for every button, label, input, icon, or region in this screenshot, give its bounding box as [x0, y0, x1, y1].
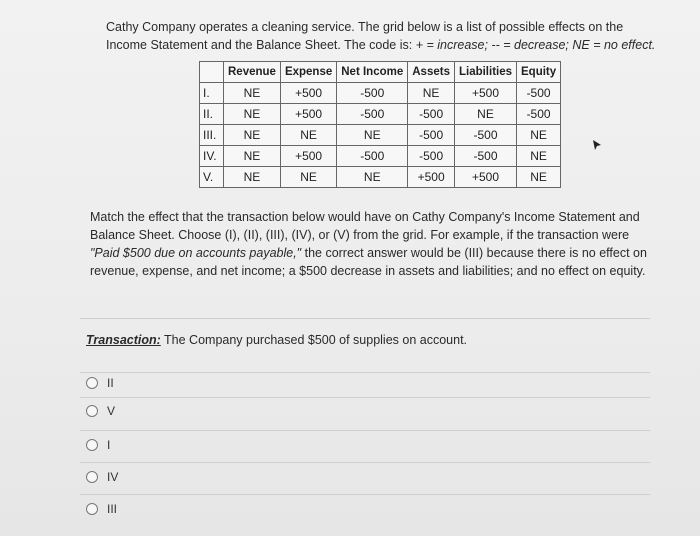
option-label: V [107, 404, 116, 418]
option-label: I [107, 438, 111, 452]
grid-cell: NE [337, 167, 408, 188]
radio-button[interactable] [86, 377, 98, 389]
grid-row-label: III. [200, 125, 224, 146]
grid-cell: NE [224, 167, 281, 188]
radio-button[interactable] [86, 439, 98, 451]
answer-option[interactable] [86, 438, 110, 452]
effects-grid [199, 61, 561, 188]
grid-row-label: IV. [200, 146, 224, 167]
radio-button[interactable] [86, 471, 98, 483]
grid-cell: -500 [337, 146, 408, 167]
grid-cell: NE [408, 83, 455, 104]
grid-cell: +500 [454, 167, 516, 188]
option-label: IV [107, 470, 119, 484]
grid-cell: NE [224, 146, 281, 167]
grid-cell: +500 [280, 83, 336, 104]
grid-row [200, 125, 561, 146]
transaction [86, 333, 467, 347]
intro-line2: Income Statement and the Balance Sheet. The code is: [106, 38, 416, 52]
intro-text [106, 18, 666, 54]
grid-header-cell: Revenue [224, 62, 281, 83]
code-legend: + = increase; -- = decrease; NE = no effect. [415, 38, 656, 52]
grid-cell: NE [517, 167, 561, 188]
grid-header-cell: Expense [280, 62, 336, 83]
grid-cell: NE [224, 83, 281, 104]
grid-cell: -500 [517, 104, 561, 125]
option-label: III [107, 502, 118, 516]
answer-option[interactable] [86, 376, 114, 390]
grid-cell: NE [517, 146, 561, 167]
grid-cell: +500 [408, 167, 455, 188]
grid-row [200, 146, 561, 167]
divider [80, 318, 650, 319]
grid-header-cell [200, 62, 224, 83]
transaction-label: Transaction: [86, 333, 161, 347]
grid-cell: +500 [280, 104, 336, 125]
answer-option[interactable] [86, 404, 115, 418]
grid-row [200, 167, 561, 188]
grid-header-cell: Net Income [337, 62, 408, 83]
grid-cell: NE [517, 125, 561, 146]
grid-row [200, 104, 561, 125]
question-text [90, 208, 650, 280]
grid-row-label: I. [200, 83, 224, 104]
grid-cell: NE [224, 125, 281, 146]
grid-cell: -500 [408, 125, 455, 146]
intro-line1: Cathy Company operates a cleaning service. The grid below is a list of possible effects on the [106, 20, 624, 34]
grid-cell: NE [224, 104, 281, 125]
grid-row [200, 83, 561, 104]
mouse-cursor-icon [592, 139, 602, 151]
grid-cell: -500 [517, 83, 561, 104]
grid-row-label: II. [200, 104, 224, 125]
divider [80, 397, 650, 398]
grid-cell: -500 [337, 83, 408, 104]
question-part1: Match the effect that the transaction below would have on Cathy Company's Income Statement and Balance Sheet. Choose (I), (II), (III), (IV), or (V) from the grid. For example, if the transaction were [90, 210, 640, 242]
grid-cell: -500 [337, 104, 408, 125]
grid-cell: NE [280, 125, 336, 146]
question-example: "Paid $500 due on accounts payable," [90, 246, 302, 260]
answer-option[interactable] [86, 502, 117, 516]
grid-cell: NE [337, 125, 408, 146]
divider [80, 494, 650, 495]
grid-cell: +500 [280, 146, 336, 167]
grid-row-label: V. [200, 167, 224, 188]
radio-button[interactable] [86, 405, 98, 417]
grid-cell: -500 [454, 146, 516, 167]
grid-cell: NE [454, 104, 516, 125]
grid-header-row [200, 62, 561, 83]
answer-option[interactable] [86, 470, 118, 484]
grid-header-cell: Equity [517, 62, 561, 83]
divider [80, 372, 650, 373]
grid-cell: +500 [454, 83, 516, 104]
option-label: II [107, 376, 114, 390]
grid-cell: -500 [408, 146, 455, 167]
grid-cell: NE [280, 167, 336, 188]
transaction-text: The Company purchased $500 of supplies on account. [160, 333, 468, 347]
grid-cell: -500 [408, 104, 455, 125]
divider [80, 462, 650, 463]
question-part2: the correct answer would be (III) because there is no effect on revenue, expense, and net income; a $500 decrease in assets and liabilities; and no effect on equity. [90, 246, 647, 278]
grid-header-cell: Assets [408, 62, 455, 83]
grid-cell: -500 [454, 125, 516, 146]
grid-header-cell: Liabilities [454, 62, 516, 83]
divider [80, 430, 650, 431]
radio-button[interactable] [86, 503, 98, 515]
